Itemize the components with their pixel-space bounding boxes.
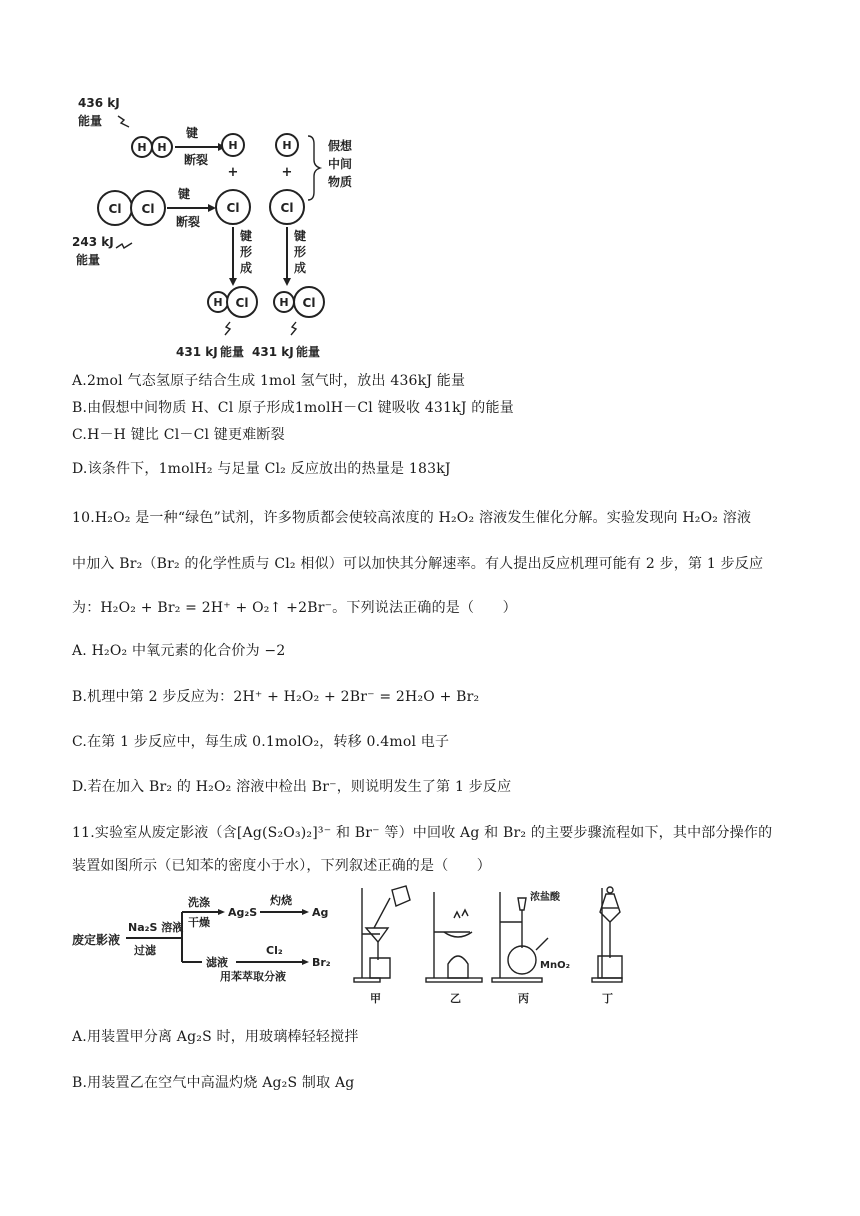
svg-text:H: H: [137, 141, 147, 154]
flow-op: 过滤: [134, 944, 156, 957]
q10-stem-line2: 中加入 Br₂（Br₂ 的化学性质与 Cl₂ 相似）可以加快其分解速率。有人提出反应机理可能有 2 步，第 1 步反应: [72, 556, 764, 572]
svg-text:用苯萃取分液: 用苯萃取分液: [220, 970, 286, 983]
svg-text:H: H: [282, 139, 292, 152]
apparatus-separating-funnel: [592, 887, 622, 1005]
q10-stem-line3: 为：H₂O₂ + Br₂ = 2H⁺ + O₂↑ +2Br⁻。下列说法正确的是（ ）: [72, 600, 517, 616]
wavy-arrow-icon: [116, 243, 132, 248]
svg-text:Br₂: Br₂: [312, 956, 331, 969]
svg-text:浓盐酸: 浓盐酸: [530, 892, 560, 903]
svg-text:Cl: Cl: [141, 202, 155, 216]
svg-text:断裂: 断裂: [183, 153, 209, 167]
svg-text:+: +: [281, 165, 293, 180]
svg-text:Ag: Ag: [312, 906, 329, 919]
energy-h2-label: 能量: [78, 114, 103, 128]
flow-start: 废定影液: [72, 933, 121, 947]
svg-text:假: 假: [328, 139, 341, 153]
energy-cl2-label: 能量: [76, 253, 101, 267]
svg-text:H: H: [228, 139, 238, 152]
svg-text:丙: 丙: [518, 992, 529, 1005]
svg-text:能量: 能量: [220, 345, 245, 359]
apparatus-filtration: [354, 886, 410, 1005]
energy-hcl-value: 431 kJ: [252, 345, 294, 359]
apparatus-chlorine-generator: [492, 890, 570, 1005]
energy-h2-value: 436 kJ: [78, 96, 120, 110]
energy-hcl-value: 431 kJ: [176, 345, 218, 359]
bond-break-label: 键: [185, 126, 199, 140]
apparatus-heating: [426, 892, 482, 1005]
svg-text:Cl: Cl: [302, 296, 316, 310]
svg-text:丁: 丁: [602, 992, 613, 1005]
svg-text:成: 成: [240, 261, 253, 275]
svg-text:Cl: Cl: [235, 296, 249, 310]
svg-text:能量: 能量: [296, 345, 321, 359]
wavy-arrow-icon: [225, 322, 230, 335]
svg-text:灼烧: 灼烧: [270, 894, 292, 907]
svg-text:Cl: Cl: [226, 201, 240, 215]
bond-energy-diagram: [70, 90, 370, 360]
wavy-arrow-icon: [291, 322, 296, 335]
svg-text:键: 键: [240, 229, 253, 243]
svg-text:Cl: Cl: [108, 202, 122, 216]
svg-text:键: 键: [294, 229, 307, 243]
brace-icon: [308, 136, 320, 200]
svg-text:滤液: 滤液: [206, 956, 228, 969]
q10-stem-line1: 10.H₂O₂ 是一种“绿色”试剂，许多物质都会使较高浓度的 H₂O₂ 溶液发生催化分解。实验发现向 H₂O₂ 溶液: [72, 510, 752, 526]
svg-text:键: 键: [177, 187, 191, 201]
q9-option-c: C.H－H 键比 Cl－Cl 键更难断裂: [72, 427, 285, 443]
energy-cl2-value: 243 kJ: [72, 235, 114, 249]
q9-option-b: B.由假想中间物质 H、Cl 原子形成1molH－Cl 键吸收 431kJ 的能量: [72, 400, 514, 416]
svg-text:Cl: Cl: [280, 201, 294, 215]
q10-option-d: D.若在加入 Br₂ 的 H₂O₂ 溶液中检出 Br⁻，则说明发生了第 1 步反应: [72, 779, 512, 795]
q10-option-c: C.在第 1 步反应中，每生成 0.1molO₂，转移 0.4mol 电子: [72, 734, 450, 750]
svg-text:MnO₂: MnO₂: [540, 960, 570, 971]
svg-text:乙: 乙: [450, 992, 461, 1005]
svg-text:形: 形: [240, 245, 253, 259]
svg-text:中: 中: [328, 157, 341, 171]
svg-text:物: 物: [328, 175, 341, 189]
svg-text:Cl₂: Cl₂: [266, 944, 283, 957]
svg-text:想: 想: [340, 139, 353, 153]
svg-text:形: 形: [294, 245, 307, 259]
q11-option-a: A.用装置甲分离 Ag₂S 时，用玻璃棒轻轻搅拌: [72, 1029, 359, 1045]
svg-text:质: 质: [340, 175, 353, 189]
svg-text:Ag₂S: Ag₂S: [228, 906, 258, 919]
q9-option-d: D.该条件下，1molH₂ 与足量 Cl₂ 反应放出的热量是 183kJ: [72, 461, 451, 477]
flow-reagent: Na₂S 溶液: [128, 921, 184, 934]
q11-option-b: B.用装置乙在空气中高温灼烧 Ag₂S 制取 Ag: [72, 1075, 355, 1091]
q9-option-a: A.2mol 气态氢原子结合生成 1mol 氢气时，放出 436kJ 能量: [72, 373, 466, 389]
svg-text:干燥: 干燥: [188, 916, 210, 929]
wavy-arrow-icon: [118, 116, 129, 127]
q10-option-b: B.机理中第 2 步反应为：2H⁺ + H₂O₂ + 2Br⁻ = 2H₂O + Br₂: [72, 689, 480, 705]
svg-text:间: 间: [340, 157, 353, 171]
q11-stem-line1: 11.实验室从废定影液（含[Ag(S₂O₃)₂]³⁻ 和 Br⁻ 等）中回收 Ag 和 Br₂ 的主要步骤流程如下，其中部分操作的: [72, 825, 773, 841]
svg-text:H: H: [279, 296, 289, 309]
q10-option-a: A. H₂O₂ 中氧元素的化合价为 −2: [72, 643, 286, 659]
svg-text:甲: 甲: [370, 992, 381, 1005]
svg-text:断裂: 断裂: [175, 215, 201, 229]
svg-text:成: 成: [294, 261, 307, 275]
q11-stem-line2: 装置如图所示（已知苯的密度小于水），下列叙述正确的是（ ）: [72, 858, 491, 874]
svg-text:H: H: [213, 296, 223, 309]
recovery-flow-diagram: [70, 878, 650, 1008]
svg-text:+: +: [227, 165, 239, 180]
svg-text:洗涤: 洗涤: [188, 896, 210, 909]
svg-text:H: H: [157, 141, 167, 154]
